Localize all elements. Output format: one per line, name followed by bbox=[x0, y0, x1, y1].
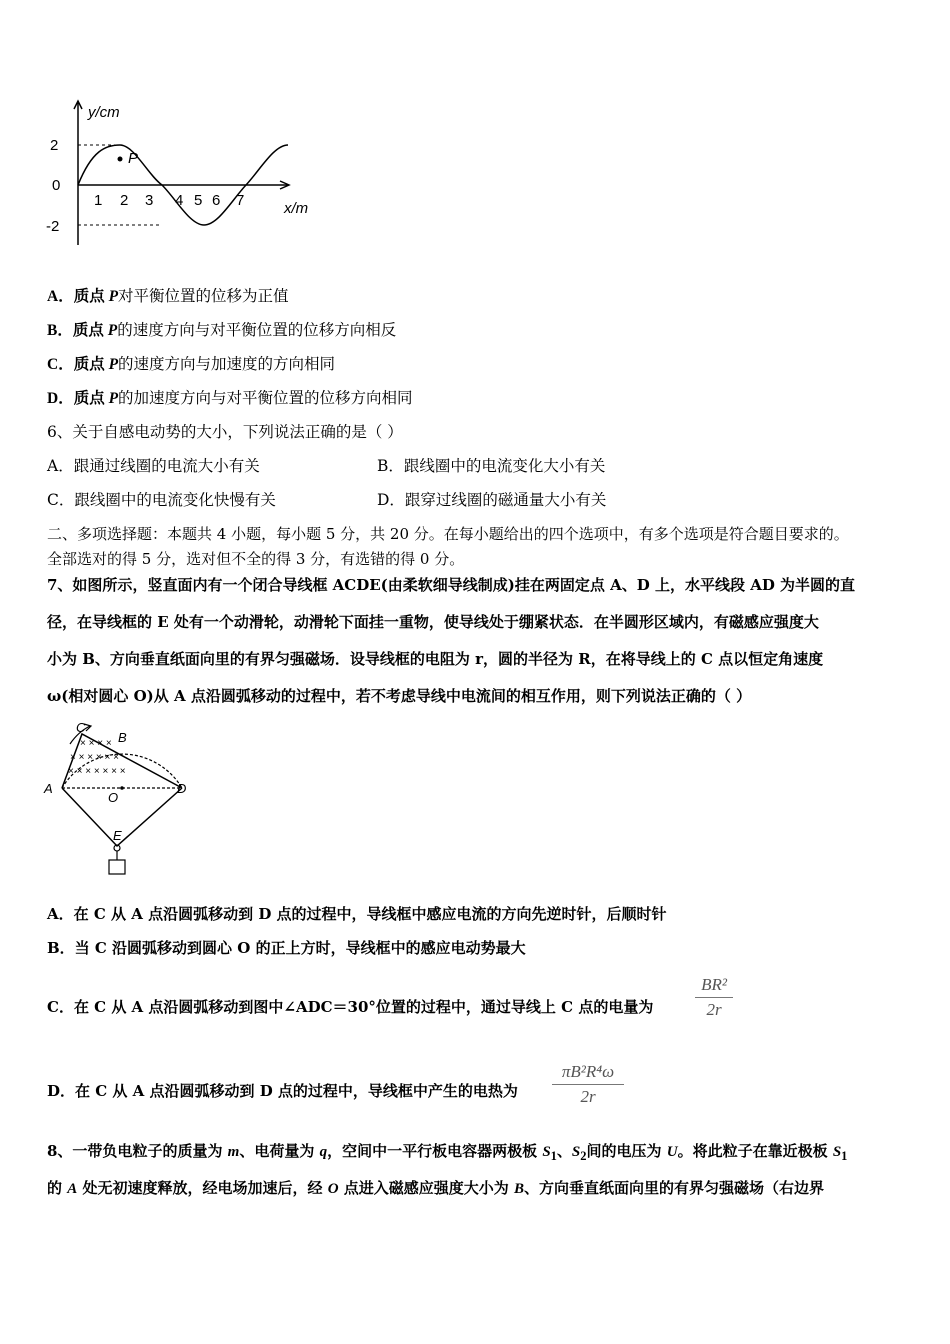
x-tick-6: 6 bbox=[212, 192, 221, 209]
point-p bbox=[118, 157, 123, 162]
q5-option-c: C．质点 P的速度方向与加速度的方向相同 bbox=[47, 355, 336, 373]
q6-stem: 6、关于自感电动势的大小，下列说法正确的是（ ） bbox=[47, 423, 403, 441]
q7-line4: ω(相对圆心 O)从 A 点沿圆弧移动的过程中，若不考虑导线中电流间的相互作用，则下列说法正确的（ ） bbox=[47, 687, 752, 705]
svg-text:× × × × × ×: × × × × × × bbox=[70, 752, 119, 763]
q8-line2: 的 A 处无初速度释放，经电场加速后，经 O 点进入磁感应强度大小为 B、方向垂直纸面向里的有界匀强磁场（右边界 bbox=[47, 1179, 825, 1197]
x-tick-7: 7 bbox=[236, 192, 245, 209]
q7-line2: 径，在导线框的 E 处有一个动滑轮，动滑轮下面挂一重物，使导线处于绷紧状态．在半圆形区域内，有磁感应强度大 bbox=[47, 613, 819, 631]
label-d: D bbox=[177, 781, 187, 796]
fraction-d-denominator: 2r bbox=[580, 1087, 596, 1106]
q7-option-c: C．在 C 从 A 点沿圆弧移动到图中∠ADC＝30°位置的过程中，通过导线上 C 点的电量为 bbox=[47, 998, 654, 1016]
y-tick-2: 2 bbox=[50, 137, 59, 154]
q6-option-a: A．跟通过线圈的电流大小有关 bbox=[47, 457, 260, 475]
q7-option-d-fraction bbox=[552, 1062, 624, 1107]
y-axis-label: y/cm bbox=[88, 104, 120, 121]
q7-option-c-fraction bbox=[695, 975, 733, 1020]
x-tick-4: 4 bbox=[175, 192, 184, 209]
q7-line1: 7、如图所示，竖直面内有一个闭合导线框 ACDE(由柔软细导线制成)挂在两固定点 A、D 上，水平线段 AD 为半圆的直 bbox=[47, 576, 856, 594]
svg-text:× × × ×: × × × × bbox=[80, 738, 112, 749]
q7-option-a: A．在 C 从 A 点沿圆弧移动到 D 点的过程中，导线框中感应电流的方向先逆时针，后顺时针 bbox=[47, 905, 667, 923]
fraction-c-numerator: BR² bbox=[701, 975, 727, 994]
label-a: A bbox=[44, 781, 53, 796]
q5-option-d: D．质点 P的加速度方向与对平衡位置的位移方向相同 bbox=[47, 389, 413, 407]
x-tick-2: 2 bbox=[120, 192, 129, 209]
q7-figure bbox=[40, 716, 200, 881]
x-tick-3: 3 bbox=[145, 192, 154, 209]
y-tick-neg2: -2 bbox=[46, 218, 60, 235]
q7-option-d: D．在 C 从 A 点沿圆弧移动到 D 点的过程中，导线框中产生的电热为 bbox=[47, 1082, 518, 1100]
q5-option-a: A．质点 P对平衡位置的位移为正值 bbox=[47, 287, 289, 305]
y-tick-0: 0 bbox=[52, 177, 61, 194]
x-tick-5: 5 bbox=[194, 192, 203, 209]
q7-line3: 小为 B、方向垂直纸面向里的有界匀强磁场．设导线框的电阻为 r，圆的半径为 R，在将导线上的 C 点以恒定角速度 bbox=[47, 650, 824, 668]
label-b: B bbox=[118, 730, 127, 745]
x-axis-label: x/m bbox=[284, 200, 309, 217]
wave-graph bbox=[40, 95, 340, 255]
fraction-d-numerator: πB²R⁴ω bbox=[561, 1062, 615, 1081]
weight bbox=[109, 860, 125, 874]
label-o: O bbox=[108, 790, 119, 805]
section2-line1: 二、多项选择题：本题共 4 小题，每小题 5 分，共 20 分。在每小题给出的四个选项中，有多个选项是符合题目要求的。 bbox=[47, 525, 849, 543]
center-o bbox=[120, 786, 124, 790]
svg-text:× × × × × × ×: × × × × × × × bbox=[68, 766, 126, 777]
label-c: C bbox=[76, 720, 86, 735]
label-e: E bbox=[113, 828, 122, 843]
q5-option-b: B．质点 P的速度方向与对平衡位置的位移方向相反 bbox=[47, 321, 397, 339]
point-p-label: P bbox=[128, 150, 139, 167]
section2-line2: 全部选对的得 5 分，选对但不全的得 3 分，有选错的得 0 分。 bbox=[47, 550, 465, 568]
wire-lower bbox=[62, 788, 182, 846]
fraction-c-denominator: 2r bbox=[706, 1000, 722, 1019]
q8-line1: 8、一带负电粒子的质量为 m、电荷量为 q，空间中一平行板电容器两极板 $S_1$、$S_2$间的电压为 U。将此粒子在靠近极板 $S_1$ bbox=[47, 1142, 848, 1163]
q6-option-b: B．跟线圈中的电流变化大小有关 bbox=[377, 457, 606, 475]
x-tick-1: 1 bbox=[94, 192, 103, 209]
q7-option-b: B．当 C 沿圆弧移动到圆心 O 的正上方时，导线框中的感应电动势最大 bbox=[47, 939, 526, 957]
q6-option-d: D．跟穿过线圈的磁通量大小有关 bbox=[377, 491, 607, 509]
q6-option-c: C．跟线圈中的电流变化快慢有关 bbox=[47, 491, 276, 509]
